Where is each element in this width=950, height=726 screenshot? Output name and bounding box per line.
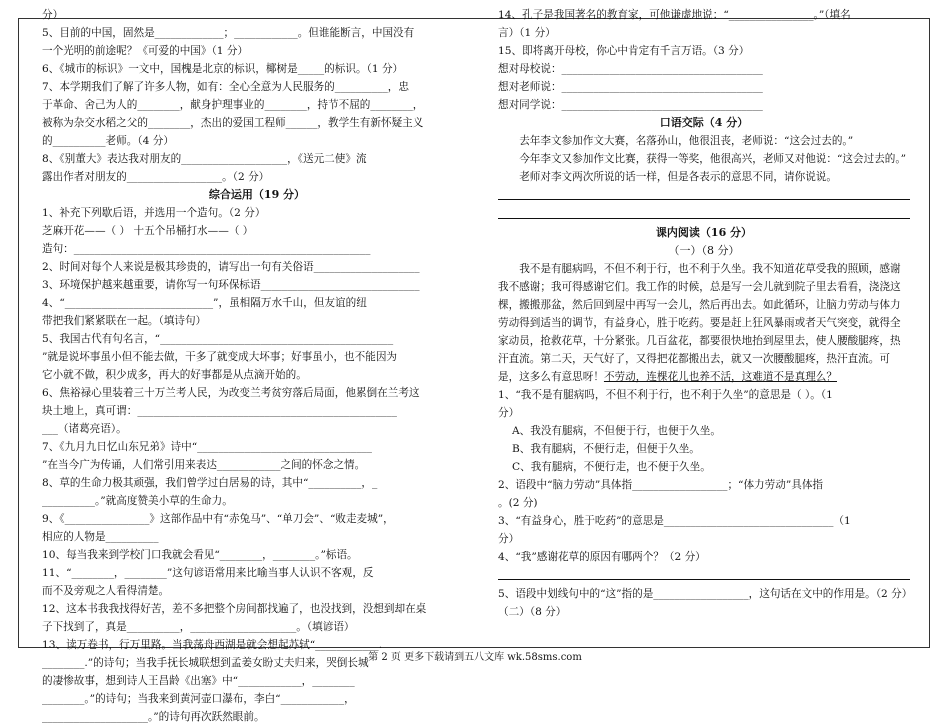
left-line: ”就是说坏事虽小但不能去做，干多了就变成大坏事；好事虽小，也不能因为 [42,351,398,363]
item-13: 13、读万卷书，行万里路。当我荡舟西湖是就会想起苏轼“____________. [42,639,383,651]
item-2: 2、时间对每个人来说是极其珍贵的，请写出一句有关俗语____________________ [42,261,420,273]
left-line: 相应的人物是__________ [42,531,159,543]
answer-line-school: 想对母校说：______________________________________ [498,63,763,75]
left-line: 的凄惨故事，想到诗人王昌龄《出塞》中“____________，________ [42,675,355,687]
item-14: 14、孔子是我国著名的教育家，可他谦虚地说：“________________。”（填名 [498,9,851,21]
right-column [498,6,913,621]
reading-q5: 5、语段中划线句中的“这”指的是__________________，这句话在文中的作用是。（2 分） [498,588,913,600]
left-line: ___（诸葛亮语）。 [42,423,127,435]
item-5: 5、我国古代有句名言，“____________________________________________ [42,333,394,345]
reading-q2: 2、语段中“脑力劳动”具体指__________________；“体力劳动”具体指 [498,479,824,491]
reading-passage [498,260,910,386]
left-line: __________。”就高度赞美小草的生命力。 [42,495,233,507]
answer-line-teacher: 想对老师说：______________________________________ [498,81,763,93]
left-line: 分） [42,9,64,21]
item-9: 9、《________________》这部作品中有“赤兔马”、“单刀会”、“败走麦城”， [42,513,394,525]
underlined-sentence: 不劳动，连棵花儿也养不活，这难道不是真理么？ [603,371,837,383]
answer-line-classmates: 想对同学说：______________________________________ [498,99,763,111]
item-3: 3、环境保护越来越重要，请你写一句环保标语______________________________ [42,279,420,291]
question-6: 6、《城市的标识》一文中，国槐是北京的标识，椰树是_____的标识。（1 分） [42,63,404,75]
oral-paragraph: 去年李文参加作文大赛，名落孙山，他很沮丧，老师说：“这会过去的。” [519,135,854,147]
option-a: A、我没有腿病，不但便于行，也便于久坐。 [512,425,721,437]
answer-rule [498,205,910,219]
item-12: 12、这本书我我找得好苦，差不多把整个房间都找遍了，也没找到，没想到却在桌 [42,603,427,615]
section-title-comprehensive: 综合运用（19 分） [208,188,306,201]
question-8: 8、《别董大》表达我对朋友的____________________，《送元二使》流 [42,153,367,165]
left-line: ________.”的诗句；当我手抚长城联想到孟姜女盼丈夫归来，哭倒长城 [42,657,369,669]
section-title-reading: 课内阅读（16 分） [655,226,753,239]
left-line: ”在当今广为传诵，人们常引用来表达____________之间的怀念之情。 [42,459,366,471]
option-c: C、我有腿病，不便行走，也不便于久坐。 [512,461,711,473]
left-line: 带把我们紧紧联在一起。（填诗句） [42,315,207,327]
item-11: 11、“________，________”这句谚语常用来比喻当事人认识不客观，反 [42,567,374,579]
left-line: 露出作者对朋友的__________________。（2 分） [42,171,270,183]
left-line: ________。”的诗句；当我来到黄河壶口瀑布，李白“____________， [42,693,355,705]
left-line: ____________________。”的诗句再次跃然眼前。 [42,711,265,723]
part-two-title: （二）（8 分） [498,606,567,618]
left-column [42,6,472,726]
left-line: 子下找到了，真是__________，____________________。（填谚语） [42,621,355,633]
reading-q3: 3、“有益身心，胜于吃药”的意思是________________________________（1 [498,515,851,527]
right-line: 言）（1 分） [498,27,556,39]
oral-paragraph: 今年李文又参加作文比赛，获得一等奖，他很高兴，老师又对他说：“这会过去的。” [519,153,907,165]
left-line: 而不及旁观之人看得清楚。 [42,585,170,597]
reading-q4: 4、“我”感谢花草的原因有哪两个？（2 分） [498,551,706,563]
item-10: 10、每当我来到学校门口我就会看见“________，________。”标语。 [42,549,358,561]
item-6: 6、焦裕禄心里装着三十万兰考人民，为改变兰考贫穷落后局面，他累倒在兰考这 [42,387,420,399]
item-4: 4、“____________________________”，虽相隔万水千山，但友谊的纽 [42,297,367,309]
left-line: 于革命、舍己为人的________，献身护理事业的________，持节不屈的________， [42,99,424,111]
left-line: 芝麻开花——（ ） 十五个吊桶打水——（ ） [42,225,254,237]
answer-rule [498,566,910,580]
left-line: 它小就不做，积少成多，再大的好事都是从点滴开始的。 [42,369,307,381]
left-line: 块土地上，真可谓：_________________________________________________ [42,405,397,417]
item-15: 15、即将离开母校，你心中肯定有千言万语。（3 分） [498,45,750,57]
left-line: 造句：________________________________________________________ [42,243,371,255]
right-line: 分） [498,407,520,419]
oral-question: 老师对李文两次所说的话一样，但是各表示的意思不同，请你说说。 [519,171,837,183]
option-b: B、我有腿病，不便行走，但便于久坐。 [512,443,700,455]
left-line: 一个光明的前途呢？《可爱的中国》（1 分） [42,45,249,57]
passage-text: 我不是有腿病吗，不但不利于行，也不利于久坐。我不知道花草受我的照顾，感谢我不感谢；我可得感谢它们。我工作的时候，总是写一会儿就到院子里去看看，浇浇这棵，搬搬那盆，然后回到屋中再写一会儿，然后再出去。如此循环，让脑力劳动与体力劳动得到适当的调节，有益身心，胜于吃药。要是赶上狂风暴雨或者天气突变，就得全家动员，抢救花草，十分紧张。几百盆花，都要很快地抬到屋里去，使人腰酸腿疼，热汗直流。第二天，天气好了，又得把花都搬出去，就又一次腰酸腿疼，热汗直流。可是，这多么有意思呀！ [498,263,901,383]
item-1: 1、补充下列歇后语，并选用一个造句。（2 分） [42,207,266,219]
page-footer: 第 2 页 更多下载请到五八文库 wk.58sms.com [368,652,582,663]
item-8: 8、草的生命力极其顽强，我们曾学过白居易的诗，其中“__________，_ [42,477,378,489]
left-line: 被称为杂交水稻之父的________，杰出的爱国工程师______，教学生有新怀疑主义 [42,117,424,129]
item-7: 7、《九月九日忆山东兄弟》诗中“_________________________________ [42,441,372,453]
question-7: 7、本学期我们了解了许多人物，如有：全心全意为人民服务的__________，忠 [42,81,409,93]
question-5: 5、目前的中国，固然是_____________；____________。但谁能断言，中国没有 [42,27,415,39]
part-one-title: （一）（8 分） [668,244,740,257]
right-line: 。(2 分) [498,497,538,509]
reading-q1: 1、“我不是有腿病吗，不但不利于行，也不利于久坐”的意思是（ ）。（1 [498,389,833,401]
left-line: 的__________老师。（4 分） [42,135,174,147]
answer-rule [498,186,910,200]
right-line: 分） [498,533,520,545]
section-title-oral: 口语交际（4 分） [659,116,749,129]
